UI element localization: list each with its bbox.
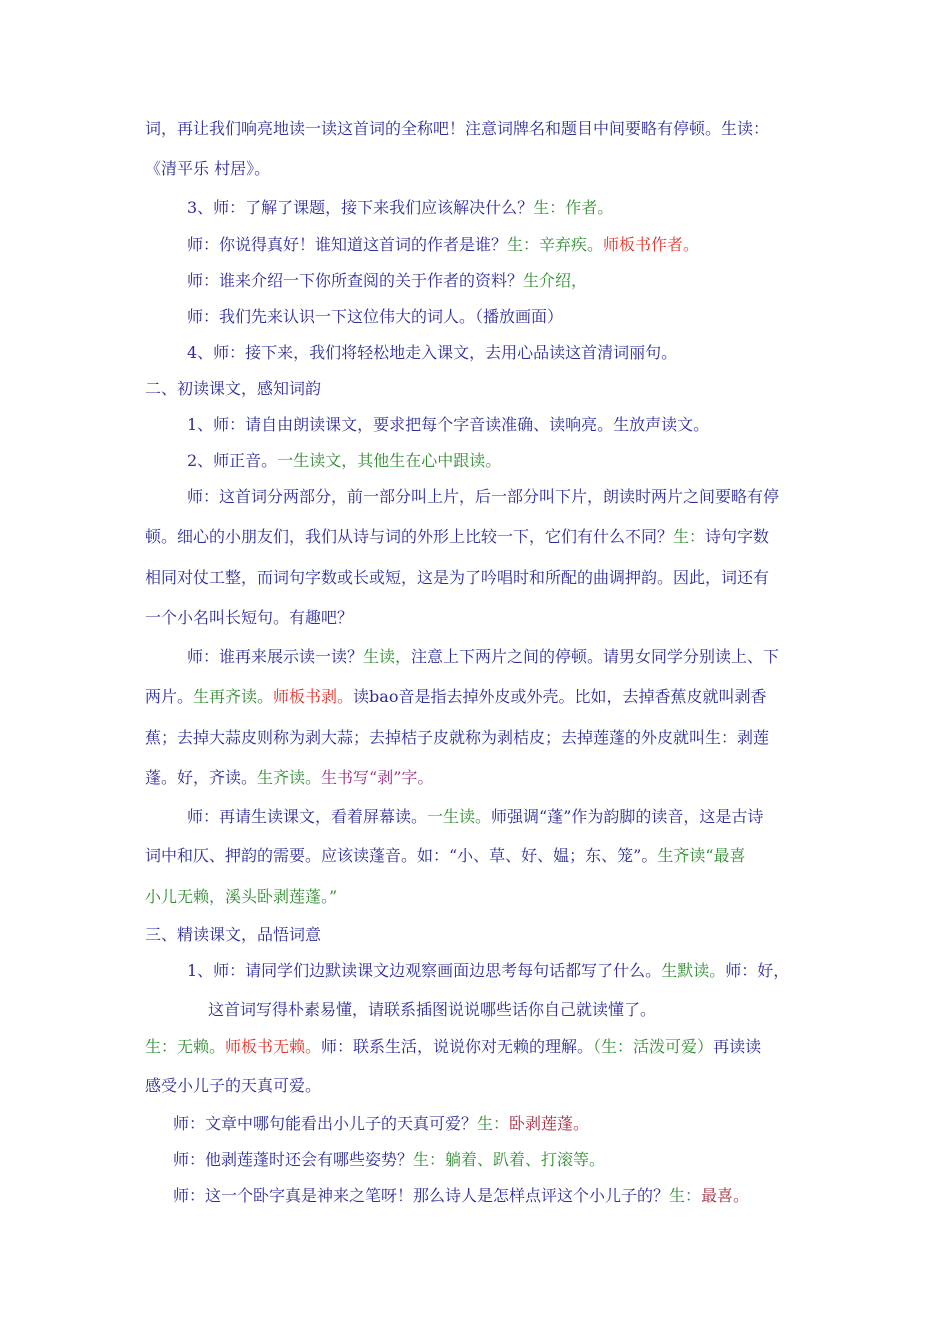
text-run: 师：这一个卧字真是神来之笔呀！那么诗人是怎样点评这个小儿子的？: [173, 1186, 670, 1205]
text-run: 生齐读“最喜: [657, 846, 746, 865]
text-line: [145, 156, 270, 179]
text-line: [173, 1111, 589, 1134]
text-run: 读bao音是指去掉外皮或外壳。比如，去掉香蕉皮就叫剥香: [353, 687, 767, 706]
text-run: 师：谁再来展示读一读？: [187, 647, 364, 666]
text-line: [187, 644, 779, 667]
text-run: 生：: [673, 527, 706, 546]
text-run: （生：活泼可爱）: [593, 1037, 714, 1056]
text-run: 感受小儿子的天真可爱。: [145, 1076, 322, 1095]
text-line: [208, 997, 656, 1020]
text-line: [187, 232, 699, 255]
text-line: [145, 884, 337, 907]
text-run: 词中和仄、押韵的需要。应该读蓬音。如：“小、草、好、媪；东、笼”。: [145, 846, 658, 865]
text-line: [173, 1147, 605, 1170]
text-line: [145, 605, 353, 628]
text-run: 小儿无赖，溪头卧剥莲蓬。”: [145, 887, 338, 906]
text-run: 师强调“蓬”作为韵脚的读音，这是古诗: [491, 807, 764, 826]
text-run: 1、师：请自由朗读课文，要求把每个字音读准确、读响亮。生放声读文。: [187, 415, 710, 434]
text-run: 1、师：请同学们边默读课文边观察画面边思考每句话都写了什么。: [187, 961, 662, 980]
text-run: 师：他剥莲蓬时还会有哪些姿势？: [173, 1150, 414, 1169]
text-line: [145, 684, 766, 707]
text-run: 师：这首词分两部分，前一部分叫上片，后一部分叫下片，朗读时两片之间要略有停: [187, 487, 780, 506]
text-run: 再读读: [713, 1037, 762, 1056]
text-run: 师板书剥。: [273, 687, 354, 706]
text-run: 师：我们先来认识一下这位伟大的词人。（播放画面）: [187, 307, 564, 326]
text-run: 师：再请生读课文，看着屏幕读。: [187, 807, 428, 826]
text-run: 师：好，: [725, 961, 790, 980]
text-run: 生再齐读。: [193, 687, 274, 706]
text-run: 生书写“剥”字。: [321, 768, 434, 787]
text-run: 蕉；去掉大蒜皮则称为剥大蒜；去掉桔子皮就称为剥桔皮；去掉莲蓬的外皮就叫生：剥莲: [145, 728, 770, 747]
text-run: 一个小名叫长短句。有趣吧？: [145, 608, 354, 627]
text-run: 师板书作者。: [603, 235, 700, 254]
text-line: [145, 765, 433, 788]
text-line: [145, 376, 321, 399]
text-run: 生齐读。: [257, 768, 322, 787]
text-run: 生：: [477, 1114, 510, 1133]
text-run: 《清平乐 村居》。: [145, 159, 271, 178]
text-line: [173, 1183, 749, 1206]
text-run: 最喜。: [701, 1186, 750, 1205]
text-run: 3、师：了解了课题，接下来我们应该解决什么？: [187, 198, 534, 217]
text-line: [187, 304, 563, 327]
text-run: 生：作者。: [533, 198, 614, 217]
text-run: 注意上下两片之间的停顿。请男女同学分别读上、下: [411, 647, 780, 666]
text-run: 师：谁来介绍一下你所查阅的关于作者的资料？: [187, 271, 524, 290]
text-line: [145, 1034, 761, 1057]
text-line: [145, 565, 769, 588]
text-run: 卧剥莲蓬。: [509, 1114, 590, 1133]
text-run: 三、精读课文，品悟词意: [145, 925, 322, 944]
text-run: 蓬。好，齐读。: [145, 768, 258, 787]
text-run: 生：无赖。: [145, 1037, 226, 1056]
text-line: [145, 116, 769, 139]
text-run: 顿。细心的小朋友们，我们从诗与词的外形上比较一下，它们有什么不同？: [145, 527, 674, 546]
text-run: 一生读文，其他生在心中跟读。: [277, 451, 502, 470]
text-run: 生：: [669, 1186, 702, 1205]
text-line: [145, 524, 769, 547]
text-run: 师：你说得真好！谁知道这首词的作者是谁？: [187, 235, 508, 254]
text-run: 师：联系生活，说说你对无赖的理解。: [321, 1037, 594, 1056]
text-line: [187, 340, 677, 363]
text-run: 二、初读课文，感知词韵: [145, 379, 322, 398]
text-line: [187, 268, 587, 291]
text-run: 生介绍，: [523, 271, 588, 290]
text-line: [187, 484, 779, 507]
text-run: 诗句字数: [705, 527, 770, 546]
text-run: 师板书无赖。: [225, 1037, 322, 1056]
text-line: [187, 958, 789, 981]
text-run: 相同对仗工整，而词句字数或长或短，这是为了吟唱时和所配的曲调押韵。因此，词还有: [145, 568, 770, 587]
text-run: 生读，: [363, 647, 412, 666]
text-run: 一生读。: [427, 807, 492, 826]
text-run: 生：躺着、趴着、打滚等。: [413, 1150, 606, 1169]
text-line: [187, 195, 613, 218]
text-line: [187, 804, 763, 827]
text-run: 师：文章中哪句能看出小儿子的天真可爱？: [173, 1114, 478, 1133]
text-line: [187, 448, 501, 471]
text-line: [145, 922, 321, 945]
text-line: [145, 725, 769, 748]
text-run: 这首词写得朴素易懂，请联系插图说说哪些话你自己就读懂了。: [208, 1000, 657, 1019]
text-run: 词，再让我们响亮地读一读这首词的全称吧！注意词牌名和题目中间要略有停顿。生读：: [145, 119, 770, 138]
text-line: [145, 1073, 321, 1096]
text-line: [145, 843, 746, 866]
text-run: 两片。: [145, 687, 194, 706]
text-run: 2、师正音。: [187, 451, 278, 470]
text-run: 生默读。: [661, 961, 726, 980]
text-run: 生：辛弃疾。: [507, 235, 604, 254]
text-run: 4、师：接下来，我们将轻松地走入课文，去用心品读这首清词丽句。: [187, 343, 678, 362]
text-line: [187, 412, 709, 435]
